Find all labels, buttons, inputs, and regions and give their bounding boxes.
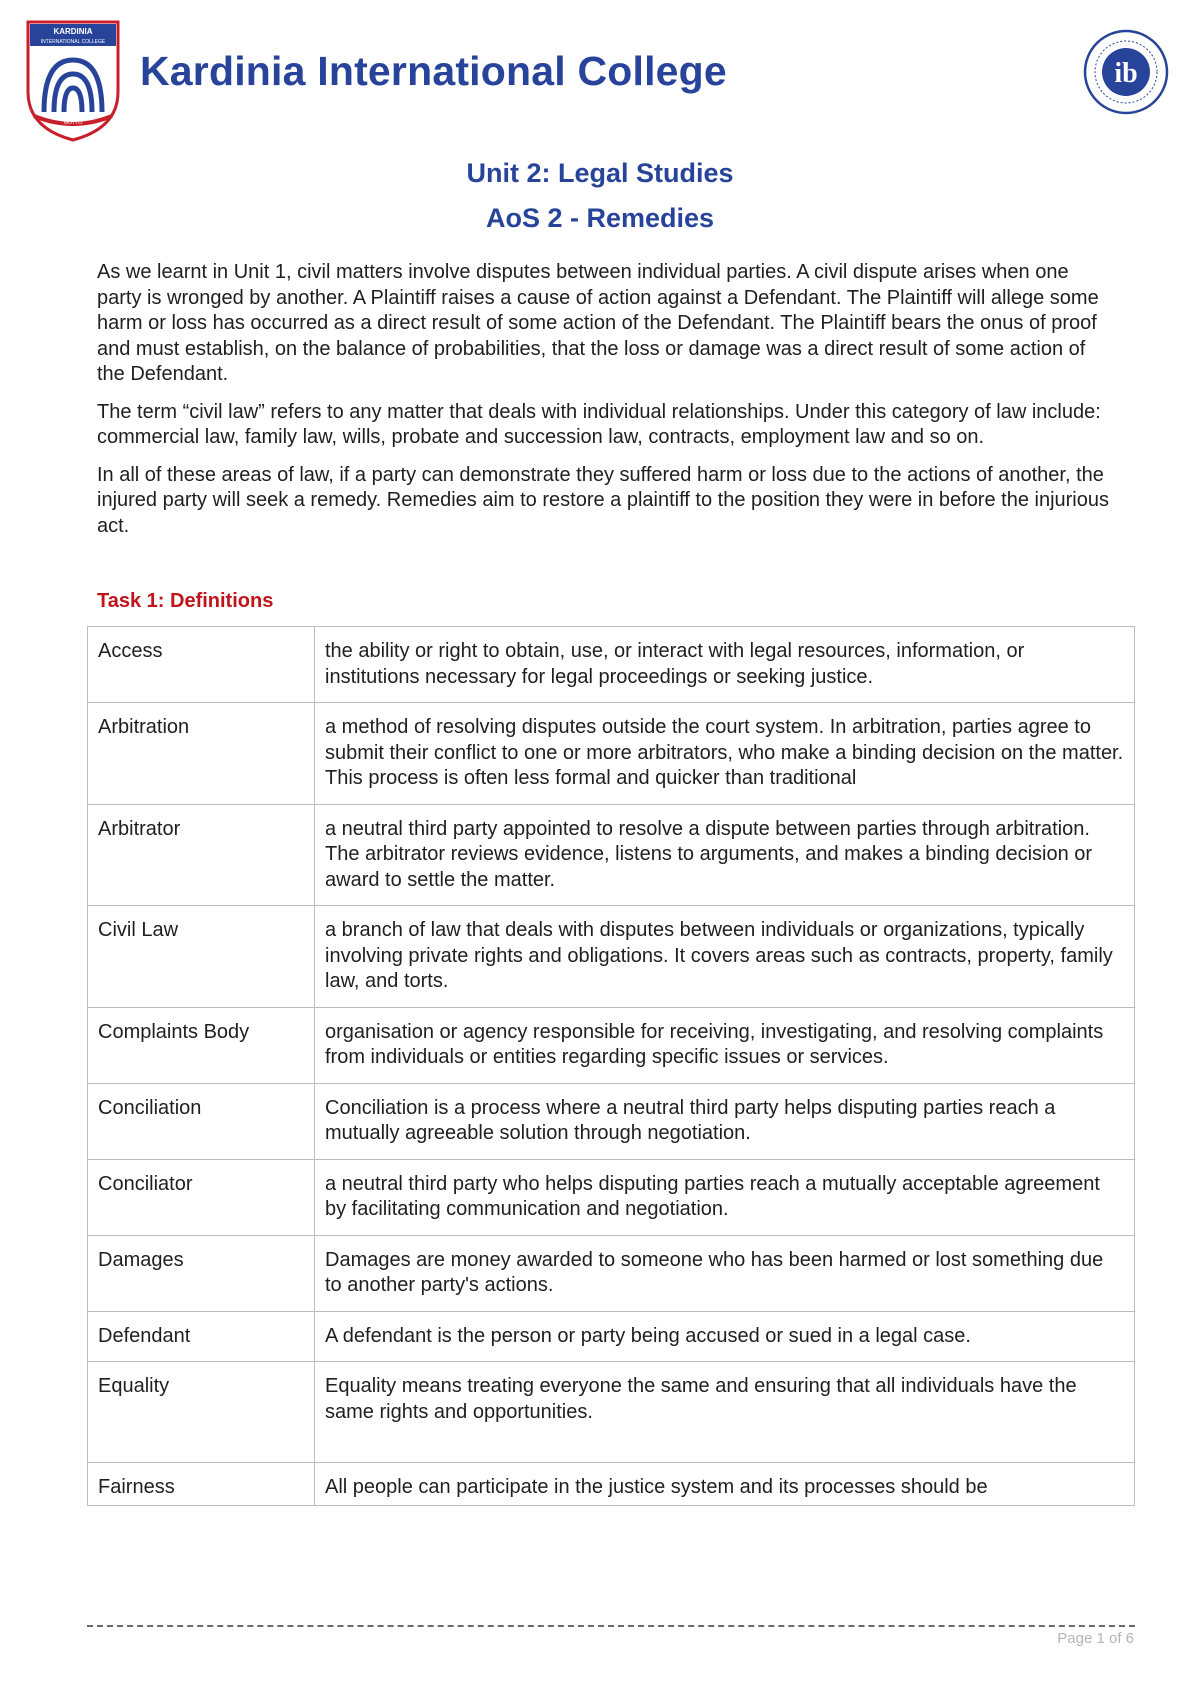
page-number: Page 1 of 6 bbox=[1057, 1630, 1134, 1647]
term-cell: Complaints Body bbox=[88, 1007, 315, 1083]
table-row bbox=[88, 804, 1135, 906]
term-cell: Arbitrator bbox=[88, 804, 315, 906]
definition-cell: a branch of law that deals with disputes between individuals or organizations, typically involving private rights and obligations. It covers areas such as contracts, property, family law, and torts. bbox=[315, 906, 1135, 1008]
table-row bbox=[88, 1159, 1135, 1235]
table-row bbox=[88, 627, 1135, 703]
table-row bbox=[88, 703, 1135, 805]
term-cell: Fairness bbox=[88, 1463, 315, 1506]
aos-title: AoS 2 - Remedies bbox=[485, 203, 715, 233]
term-cell: Conciliator bbox=[88, 1159, 315, 1235]
definition-cell: A defendant is the person or party being accused or sued in a legal case. bbox=[315, 1311, 1135, 1362]
definition-cell: a method of resolving disputes outside the court system. In arbitration, parties agree to submit their conflict to one or more arbitrators, who make a binding decision on the matter. This process is often less formal and quicker than traditional bbox=[315, 703, 1135, 805]
definition-cell: a neutral third party who helps disputing parties reach a mutually acceptable agreement by facilitating communication and negotiation. bbox=[315, 1159, 1135, 1235]
task-heading: Task 1: Definitions bbox=[97, 590, 274, 612]
definition-cell: Equality means treating everyone the same and ensuring that all individuals have the same rights and opportunities. bbox=[315, 1362, 1135, 1463]
intro-paragraph: The term “civil law” refers to any matter that deals with individual relationships. Under this category of law include: commercial law, family law, wills, probate and succession law, contracts, employment law and so on. bbox=[97, 400, 1101, 448]
intro-paragraph: As we learnt in Unit 1, civil matters involve disputes between individual parties. A civil dispute arises when one party is wronged by another. A Plaintiff raises a cause of action against a Defendant. The Plaintiff will allege some harm or loss has occurred as a direct result of some action of the Defendant. The Plaintiff bears the onus of proof and must establish, on the balance of probabilities, that the loss or damage was a direct result of some action of the Defendant. bbox=[97, 261, 1099, 385]
definition-cell: the ability or right to obtain, use, or interact with legal resources, information, or institutions necessary for legal proceedings or seeking justice. bbox=[315, 627, 1135, 703]
term-cell: Equality bbox=[88, 1362, 315, 1463]
term-cell: Access bbox=[88, 627, 315, 703]
table-row bbox=[88, 1362, 1135, 1463]
table-row bbox=[88, 1083, 1135, 1159]
definition-cell: Damages are money awarded to someone who has been harmed or lost something due to another party's actions. bbox=[315, 1235, 1135, 1311]
definition-cell: All people can participate in the justice system and its processes should be bbox=[315, 1463, 1135, 1506]
svg-text:INTERNATIONAL COLLEGE: INTERNATIONAL COLLEGE bbox=[40, 39, 106, 45]
table-row bbox=[88, 1311, 1135, 1362]
table-row bbox=[88, 1235, 1135, 1311]
definitions-table bbox=[87, 626, 1135, 1506]
term-cell: Conciliation bbox=[88, 1083, 315, 1159]
intro-text bbox=[97, 260, 1117, 551]
definition-cell: a neutral third party appointed to resolve a dispute between parties through arbitration. The arbitrator reviews evidence, listens to arguments, and makes a binding decision or award to settle the matter. bbox=[315, 804, 1135, 906]
footer-divider bbox=[87, 1625, 1135, 1627]
kardinia-crest-logo bbox=[24, 20, 122, 142]
definition-cell: Conciliation is a process where a neutral third party helps disputing parties reach a mutually agreeable solution through negotiation. bbox=[315, 1083, 1135, 1159]
svg-text:ib: ib bbox=[1114, 58, 1138, 89]
term-cell: Civil Law bbox=[88, 906, 315, 1008]
svg-text:MOTTO: MOTTO bbox=[64, 120, 82, 126]
intro-paragraph: In all of these areas of law, if a party can demonstrate they suffered harm or loss due to the actions of another, the injured party will seek a remedy. Remedies aim to restore a plaintiff to the position they were in before the injurious act. bbox=[97, 463, 1109, 537]
term-cell: Defendant bbox=[88, 1311, 315, 1362]
college-name: Kardinia International College bbox=[140, 48, 727, 94]
ib-world-school-logo bbox=[1082, 28, 1170, 116]
table-row bbox=[88, 1007, 1135, 1083]
table-row bbox=[88, 1463, 1135, 1506]
table-row bbox=[88, 906, 1135, 1008]
svg-text:KARDINIA: KARDINIA bbox=[53, 27, 93, 36]
term-cell: Arbitration bbox=[88, 703, 315, 805]
term-cell: Damages bbox=[88, 1235, 315, 1311]
unit-title: Unit 2: Legal Studies bbox=[466, 158, 734, 188]
definition-cell: organisation or agency responsible for receiving, investigating, and resolving complaints from individuals or entities regarding specific issues or services. bbox=[315, 1007, 1135, 1083]
